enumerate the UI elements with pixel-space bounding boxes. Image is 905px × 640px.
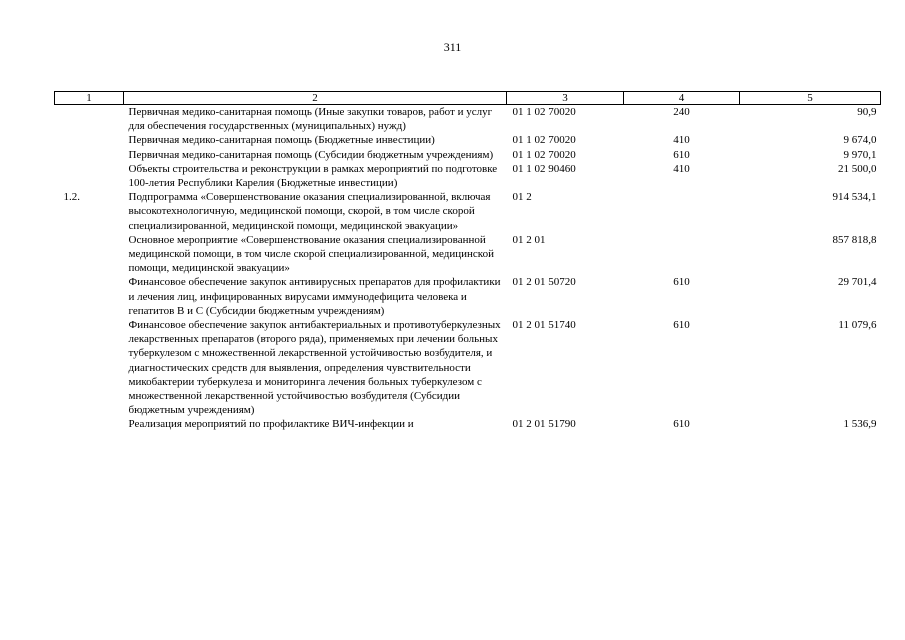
table-row bbox=[55, 233, 881, 276]
row-name: Первичная медико-санитарная помощь (Иные закупки товаров, работ и услуг для обеспечения государственных (муниципальных) нужд) bbox=[128, 106, 493, 133]
table-row bbox=[55, 275, 881, 318]
table-row bbox=[55, 417, 881, 431]
row-code: 01 2 01 51740 bbox=[512, 319, 576, 332]
table-row bbox=[55, 148, 881, 162]
row-expense-type bbox=[624, 233, 740, 276]
table-row bbox=[55, 162, 881, 190]
row-expense-type: 240 bbox=[673, 106, 690, 118]
row-number bbox=[55, 318, 124, 417]
row-name: Объекты строительства и реконструкции в рамках мероприятий по подготовке 100-летия Республики Карелия (Бюджетные инвестиции) bbox=[128, 162, 498, 190]
row-code: 01 2 01 bbox=[512, 233, 546, 246]
row-amount: 21 500,0 bbox=[838, 162, 877, 175]
row-amount: 857 818,8 bbox=[832, 233, 877, 246]
page-number: 311 bbox=[443, 40, 462, 54]
row-name: Финансовое обеспечение закупок антивирусных препаратов для профилактики и лечения лиц, инфицированных вирусами иммунодефицита человека и гепатитов В и С (Субсидии бюджетным учреждениям) bbox=[128, 276, 501, 317]
row-code: 01 1 02 70020 bbox=[512, 134, 576, 147]
row-expense-type: 610 bbox=[673, 418, 690, 431]
row-expense-type bbox=[624, 190, 740, 233]
row-expense-type: 610 bbox=[673, 319, 690, 332]
row-amount: 29 701,4 bbox=[838, 276, 877, 289]
row-number bbox=[55, 275, 124, 318]
row-expense-type: 610 bbox=[673, 148, 690, 161]
row-amount: 1 536,9 bbox=[843, 418, 877, 431]
row-number bbox=[55, 148, 124, 162]
row-amount: 9 970,1 bbox=[843, 148, 877, 161]
row-code: 01 1 02 70020 bbox=[512, 148, 576, 161]
table-row bbox=[55, 318, 881, 417]
table-row bbox=[55, 105, 881, 134]
row-code: 01 2 bbox=[512, 191, 532, 204]
row-name: Первичная медико-санитарная помощь (Субсидии бюджетным учреждениям) bbox=[128, 148, 494, 161]
row-name: Основное мероприятие «Совершенствование оказания специализированной медицинской помощи, в том числе скорой специализированной, медицинской помощи, медицинской эвакуации» bbox=[128, 233, 494, 275]
row-expense-type: 610 bbox=[673, 276, 690, 289]
header-row bbox=[55, 92, 881, 105]
row-expense-type: 410 bbox=[673, 134, 690, 147]
row-number bbox=[55, 162, 124, 190]
header-cell-2: 2 bbox=[124, 92, 507, 105]
row-amount: 9 674,0 bbox=[843, 134, 877, 147]
row-number bbox=[55, 133, 124, 147]
header-cell-3: 3 bbox=[507, 92, 624, 105]
table-row bbox=[55, 190, 881, 233]
row-name: Подпрограмма «Совершенствование оказания специализированной, включая высокотехнологичную, медицинской помощи, скорой, в том числе скорой специализированной, медицинской помощи, медицинской эвакуации» bbox=[128, 191, 491, 232]
header-cell-1: 1 bbox=[55, 92, 124, 105]
budget-table bbox=[54, 91, 881, 432]
row-amount: 914 534,1 bbox=[832, 191, 877, 204]
row-number bbox=[55, 105, 124, 134]
row-code: 01 2 01 51790 bbox=[512, 418, 576, 431]
row-amount: 90,9 bbox=[857, 106, 877, 118]
row-name: Финансовое обеспечение закупок антибактериальных и противотуберкулезных лекарственных препаратов (второго ряда), применяемых при лечении больных туберкулезом с множественной лекарственной устойчивостью возбудителя, и диагностических средств для выявления, определения чувствительности микобактерии туберкулеза и мониторинга лечения больных туберкулезом с множественной лекарственной устойчивостью возбудителя (Субсидии бюджетным учреждениям) bbox=[128, 319, 501, 417]
header-cell-4: 4 bbox=[624, 92, 740, 105]
row-code: 01 2 01 50720 bbox=[512, 276, 576, 289]
row-code: 01 1 02 70020 bbox=[512, 106, 576, 118]
row-name: Первичная медико-санитарная помощь (Бюджетные инвестиции) bbox=[128, 134, 435, 147]
table-row bbox=[55, 133, 881, 147]
row-name: Реализация мероприятий по профилактике ВИЧ-инфекции и bbox=[128, 418, 414, 431]
row-number bbox=[55, 233, 124, 276]
row-number: 1.2. bbox=[63, 191, 80, 204]
row-amount: 11 079,6 bbox=[838, 319, 877, 332]
header-cell-5: 5 bbox=[740, 92, 881, 105]
row-expense-type: 410 bbox=[673, 162, 690, 175]
row-code: 01 1 02 90460 bbox=[512, 162, 576, 175]
row-number bbox=[55, 417, 124, 431]
